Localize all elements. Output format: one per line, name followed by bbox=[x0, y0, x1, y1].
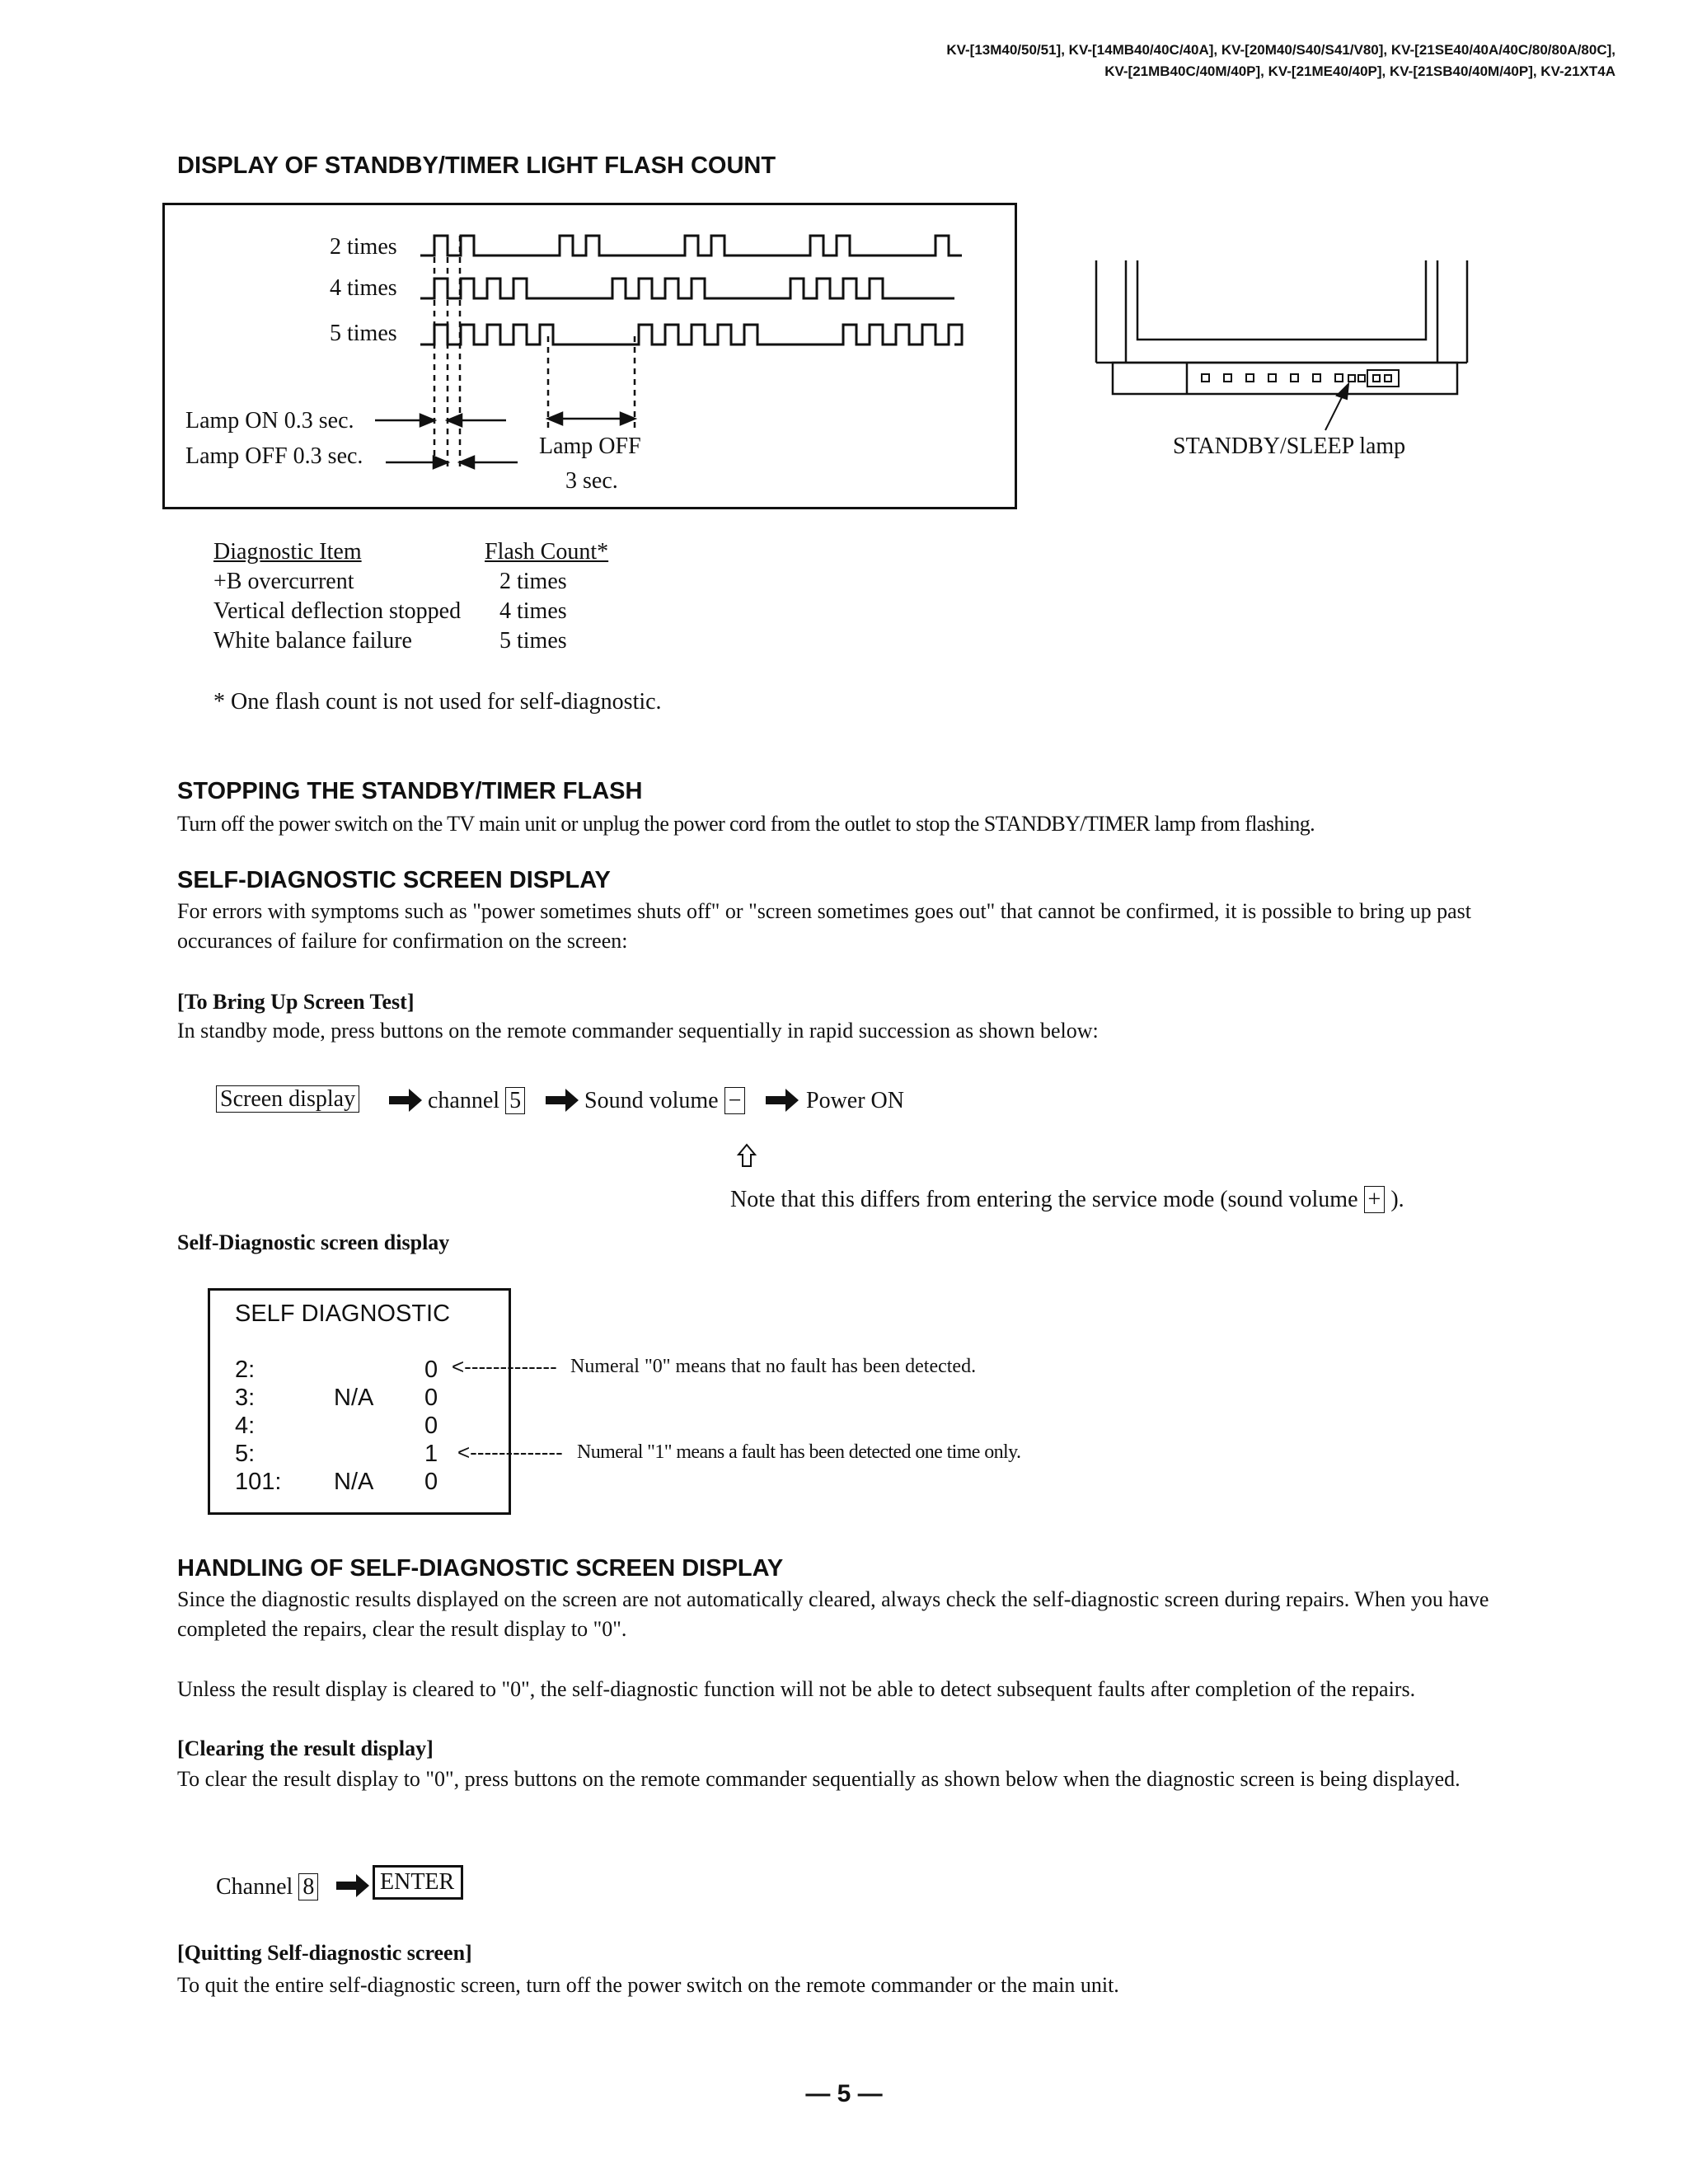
screen-value: 0 bbox=[424, 1357, 438, 1383]
screen-title: SELF DIAGNOSTIC bbox=[235, 1301, 451, 1327]
table-row-item: +B overcurrent bbox=[213, 569, 354, 594]
annot-zero-text: Numeral "0" means that no fault has been detected. bbox=[570, 1356, 977, 1377]
screen-value: 0 bbox=[424, 1385, 438, 1411]
self-diagnostic-screen bbox=[208, 1288, 511, 1515]
arrow-long-right bbox=[621, 413, 635, 424]
self-diag-body: For errors with symptoms such as "power sometimes shuts off" or "screen sometimes goes out" that cannot be confirmed, it is possible to bring up past occurances of failure for confirmation on the screen: bbox=[177, 899, 1471, 953]
power-on-step: Power ON bbox=[806, 1088, 904, 1113]
channel-label: channel bbox=[428, 1088, 500, 1113]
self-diag-screen-caption: Self-Diagnostic screen display bbox=[177, 1230, 450, 1254]
stopping-flash-body: Turn off the power switch on the TV main unit or unplug the power cord from the outlet to stop the STANDBY/TIMER lamp from flashing. bbox=[177, 812, 1315, 836]
quitting-title: [Quitting Self-diagnostic screen] bbox=[177, 1941, 472, 1965]
waveform-2-times bbox=[420, 236, 962, 255]
table-header-count-text: Flash Count* bbox=[485, 539, 609, 565]
handling-body-2: Unless the result display is cleared to "0", the self-diagnostic function will not be able to detect subsequent faults after completion of the repairs. bbox=[177, 1677, 1416, 1701]
screen-value: 0 bbox=[424, 1469, 438, 1495]
screen-code: 3: bbox=[235, 1385, 256, 1411]
arrow-lamp-on-left bbox=[448, 415, 462, 426]
screen-row bbox=[235, 1385, 894, 1413]
sound-volume-step bbox=[584, 1088, 745, 1114]
clear-channel-label: Channel bbox=[216, 1874, 293, 1900]
tv-panel-button bbox=[1268, 374, 1276, 382]
lamp-off-long-duration: 3 sec. bbox=[565, 468, 618, 494]
table-row-item: Vertical deflection stopped bbox=[213, 598, 462, 624]
screen-code: 5: bbox=[235, 1441, 256, 1467]
screen-row bbox=[235, 1469, 894, 1497]
handling-body-1: Since the diagnostic results displayed on the screen are not automatically cleared, always check the self-diagnostic screen during repairs. When you have completed the repairs, clear the result display to "0". bbox=[177, 1587, 1489, 1641]
tv-panel-button bbox=[1385, 375, 1391, 382]
tv-panel-button bbox=[1313, 374, 1320, 382]
lamp-on-label: Lamp ON 0.3 sec. bbox=[185, 408, 354, 434]
sound-volume-label: Sound volume bbox=[584, 1088, 719, 1113]
table-row-count: 2 times bbox=[499, 569, 567, 594]
channel-8-key: 8 bbox=[298, 1873, 318, 1900]
screen-na: N/A bbox=[334, 1385, 374, 1411]
bring-up-title: [To Bring Up Screen Test] bbox=[177, 990, 415, 1014]
up-arrow-icon bbox=[738, 1145, 755, 1166]
service-mode-note bbox=[730, 1187, 1404, 1213]
tv-panel-button bbox=[1358, 375, 1365, 382]
table-header-item bbox=[213, 539, 362, 565]
timing-label-4: 4 times bbox=[330, 275, 397, 301]
annot-one-arrow: <------------- bbox=[457, 1440, 563, 1465]
enter-key: ENTER bbox=[373, 1865, 463, 1900]
flash-count-footnote: * One flash count is not used for self-diagnostic. bbox=[213, 689, 662, 715]
timing-label-5: 5 times bbox=[330, 321, 397, 346]
quitting-body: To quit the entire self-diagnostic screen, turn off the power switch on the remote commander or the main unit. bbox=[177, 1973, 1119, 1997]
table-header-count bbox=[485, 539, 608, 565]
tv-panel-button bbox=[1202, 374, 1209, 382]
lamp-off-long-label: Lamp OFF bbox=[539, 434, 641, 459]
seq-arrow-3 bbox=[766, 1089, 799, 1112]
screen-na: N/A bbox=[334, 1469, 374, 1495]
section-title-self-diag: SELF-DIAGNOSTIC SCREEN DISPLAY bbox=[177, 867, 611, 893]
annot-zero-arrow: <------------- bbox=[452, 1354, 557, 1379]
service-mode-note-suffix: ). bbox=[1390, 1187, 1404, 1212]
tv-panel-button bbox=[1348, 375, 1355, 382]
table-row-count: 4 times bbox=[499, 598, 567, 624]
screen-code: 4: bbox=[235, 1413, 256, 1439]
screen-row bbox=[235, 1413, 894, 1441]
section-title-stopping-flash: STOPPING THE STANDBY/TIMER FLASH bbox=[177, 778, 643, 804]
service-mode-note-text: Note that this differs from entering the service mode (sound volume bbox=[730, 1187, 1358, 1212]
lamp-pointer-arrow bbox=[1337, 384, 1348, 399]
clear-channel-step bbox=[216, 1874, 318, 1900]
volume-plus-key: + bbox=[1364, 1186, 1386, 1213]
arrow-lamp-on-right bbox=[420, 415, 434, 426]
table-header-item-text: Diagnostic Item bbox=[213, 539, 362, 565]
seq-arrow-1 bbox=[389, 1089, 422, 1112]
arrow-long-left bbox=[548, 413, 562, 424]
tv-panel-button bbox=[1246, 374, 1254, 382]
table-row-item: White balance failure bbox=[213, 628, 412, 654]
section-title-flash-count: DISPLAY OF STANDBY/TIMER LIGHT FLASH COUNT bbox=[177, 152, 776, 179]
arrow-lamp-off-right bbox=[434, 457, 448, 468]
bring-up-body: In standby mode, press buttons on the remote commander sequentially in rapid succession as shown below: bbox=[177, 1019, 1099, 1043]
screen-display-key-label: Screen display bbox=[216, 1085, 359, 1113]
table-row-count: 5 times bbox=[499, 628, 567, 654]
screen-code: 101: bbox=[235, 1469, 282, 1495]
page-number: — 5 — bbox=[805, 2080, 883, 2107]
arrow-lamp-off-left bbox=[460, 457, 474, 468]
waveform-4-times bbox=[420, 279, 954, 298]
tv-panel-button bbox=[1373, 375, 1380, 382]
clearing-body: To clear the result display to "0", press buttons on the remote commander sequentially as shown below when the diagnostic screen is being displayed. bbox=[177, 1767, 1461, 1791]
screen-value: 0 bbox=[424, 1413, 438, 1439]
standby-lamp-caption: STANDBY/SLEEP lamp bbox=[1173, 434, 1406, 459]
screen-display-key bbox=[216, 1086, 359, 1113]
channel-step bbox=[428, 1088, 525, 1114]
clearing-title: [Clearing the result display] bbox=[177, 1736, 434, 1760]
waveform-5-times bbox=[420, 325, 962, 344]
volume-minus-key: − bbox=[724, 1087, 746, 1114]
tv-panel-button bbox=[1335, 374, 1343, 382]
lamp-off-label: Lamp OFF 0.3 sec. bbox=[185, 443, 363, 469]
timing-label-2: 2 times bbox=[330, 234, 397, 260]
tv-panel-button bbox=[1291, 374, 1298, 382]
seq-arrow-clear bbox=[336, 1874, 369, 1897]
model-header-line2: KV-[21MB40C/40M/40P], KV-[21ME40/40P], KV-[21SB40/40M/40P], KV-21XT4A bbox=[1104, 63, 1615, 79]
tv-panel-button bbox=[1224, 374, 1231, 382]
channel-5-key: 5 bbox=[505, 1087, 525, 1114]
tv-illustration bbox=[1096, 260, 1467, 394]
annot-one-text: Numeral "1" means a fault has been detected one time only. bbox=[577, 1441, 1021, 1463]
seq-arrow-2 bbox=[546, 1089, 579, 1112]
screen-value: 1 bbox=[424, 1441, 438, 1467]
screen-code: 2: bbox=[235, 1357, 256, 1383]
model-header-line1: KV-[13M40/50/51], KV-[14MB40/40C/40A], KV-[20M40/S40/S41/V80], KV-[21SE40/40A/40C/80/80A/80C], bbox=[946, 42, 1615, 58]
section-title-handling: HANDLING OF SELF-DIAGNOSTIC SCREEN DISPLAY bbox=[177, 1555, 784, 1582]
